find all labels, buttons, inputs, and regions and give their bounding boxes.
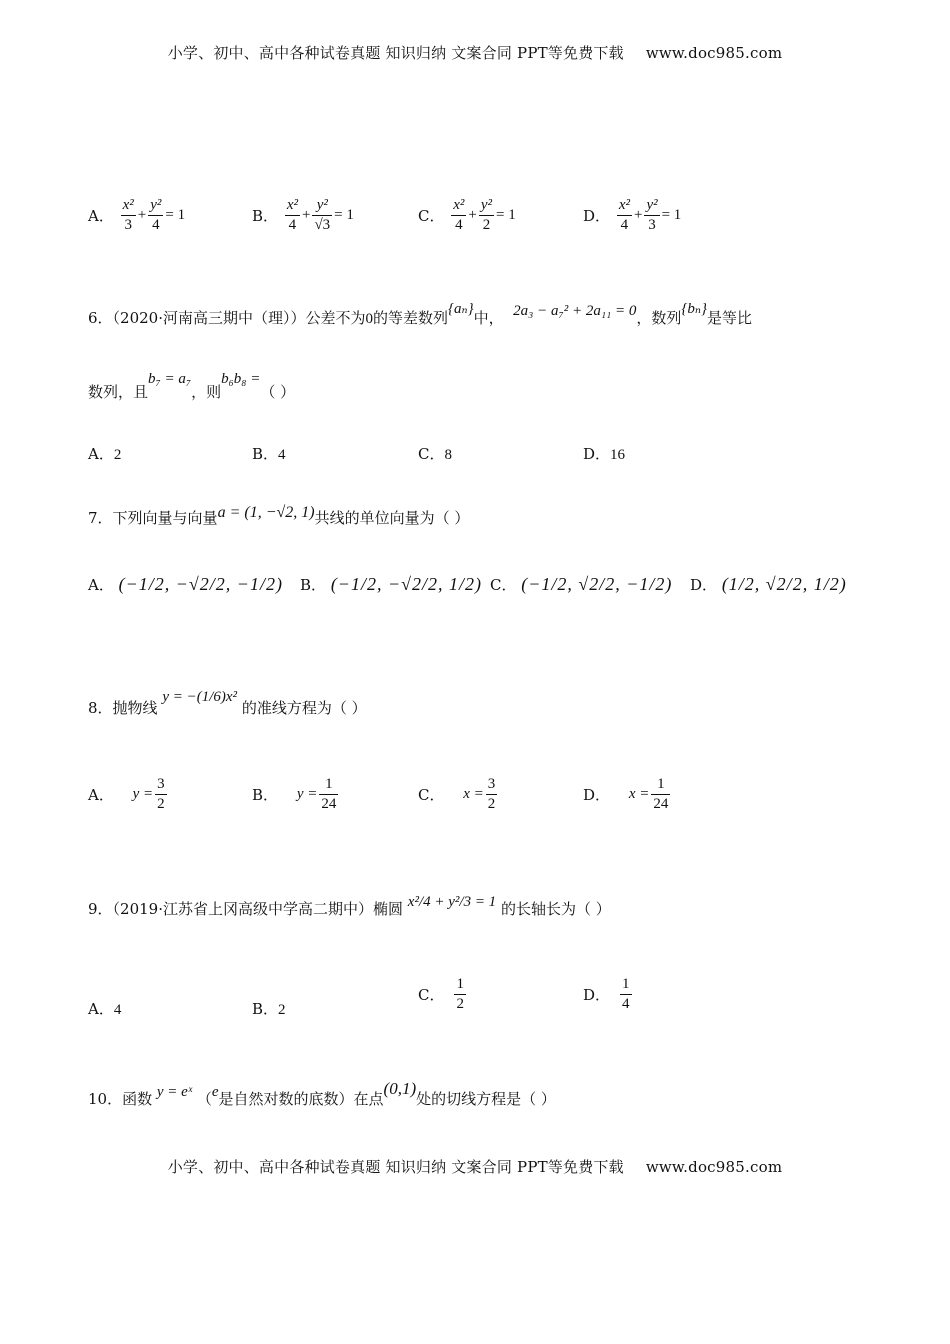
q7-stem: 7．下列向量与向量a = (1, −√2, 1)共线的单位向量为（ ） xyxy=(88,504,470,527)
q7-option-c[interactable]: C． (−1/2, √2/2, −1/2) xyxy=(490,574,673,594)
q9-option-a[interactable]: A．4 xyxy=(88,1000,122,1018)
footer-text: 小学、初中、高中各种试卷真题 知识归纳 文案合同 PPT等免费下载 xyxy=(167,1158,624,1176)
q9-stem: 9．（2019·江苏省上冈高级中学高二期中）椭圆 x²/4 + y²/3 = 1 的长轴长为（ ） xyxy=(88,894,611,918)
header-text: 小学、初中、高中各种试卷真题 知识归纳 文案合同 PPT等免费下载 xyxy=(167,44,624,62)
q9-option-c[interactable]: C． $\frac{1}{2}$ xyxy=(418,976,464,1012)
q8-option-a[interactable]: A． y = $\frac{3}{2}$ xyxy=(88,776,165,812)
q7-option-b[interactable]: B． (−1/2, −√2/2, 1/2) xyxy=(300,574,482,594)
q8-equation: y = −(1/6)x² xyxy=(162,689,238,705)
q9-option-b[interactable]: B．2 xyxy=(252,1000,286,1018)
q6-option-d[interactable]: D．16 xyxy=(583,445,626,463)
q8-option-c[interactable]: C． x = $\frac{3}{2}$ xyxy=(418,776,496,812)
q5-option-b[interactable]: B． $\frac{\text{x²}}{4}$ + $\frac{\text{y²}}{√3}$ = 1 xyxy=(252,197,354,233)
q6-option-a[interactable]: A．2 xyxy=(88,445,122,463)
page-header xyxy=(0,42,950,63)
q8-option-d[interactable]: D． x = $\frac{1}{24}$ xyxy=(583,776,669,812)
q6-stem-line1: 6．（2020·河南高三期中（理））公差不为0的等差数列{aₙ}中， 2a₃ − a₇² + 2a₁₁ = 0，数列{bₙ}是等比 xyxy=(88,301,753,327)
q6-seq-a: {aₙ} xyxy=(448,301,474,317)
q5-option-d[interactable]: D． $\frac{\text{x²}}{4}$ + $\frac{\text{y²}}{3}$ = 1 xyxy=(583,197,682,233)
q9-option-d[interactable]: D． $\frac{1}{4}$ xyxy=(583,976,630,1012)
q10-stem: 10．函数 y = eˣ （e是自然对数的底数）在点(0,1)处的切线方程是（ ） xyxy=(88,1079,556,1108)
q7-option-a[interactable]: A． (−1/2, −√2/2, −1/2) xyxy=(88,574,283,594)
q10-equation: y = eˣ xyxy=(156,1084,193,1100)
q5-option-c[interactable]: C． $\frac{\text{x²}}{4}$ + $\frac{\text{y²}}{2}$ = 1 xyxy=(418,197,516,233)
q8-stem: 8．抛物线 y = −(1/6)x² 的准线方程为（ ） xyxy=(88,689,367,717)
q6-option-b[interactable]: B．4 xyxy=(252,445,286,463)
q6-stem-line2: 数列，且b₇ = a₇，则b₆b₈ =（ ） xyxy=(88,371,296,401)
q6-option-c[interactable]: C．8 xyxy=(418,445,452,463)
page-footer xyxy=(0,1156,950,1177)
q6-equation: 2a₃ − a₇² + 2a₁₁ = 0 xyxy=(513,303,637,319)
header-url[interactable]: www.doc985.com xyxy=(645,44,783,62)
q5-option-a[interactable]: A． $\frac{\text{x²}}{3}$ + $\frac{\text{y²}}{4}$ = 1 xyxy=(88,197,186,233)
q7-vector: a = (1, −√2, 1) xyxy=(217,504,315,521)
q6-seq-b: {bₙ} xyxy=(681,301,707,317)
q8-option-b[interactable]: B． y = $\frac{1}{24}$ xyxy=(252,776,337,812)
footer-url[interactable]: www.doc985.com xyxy=(645,1158,783,1176)
q10-point: (0,1) xyxy=(383,1079,417,1098)
q9-equation: x²/4 + y²/3 = 1 xyxy=(407,894,497,910)
q7-option-d[interactable]: D． (1/2, √2/2, 1/2) xyxy=(690,574,847,594)
